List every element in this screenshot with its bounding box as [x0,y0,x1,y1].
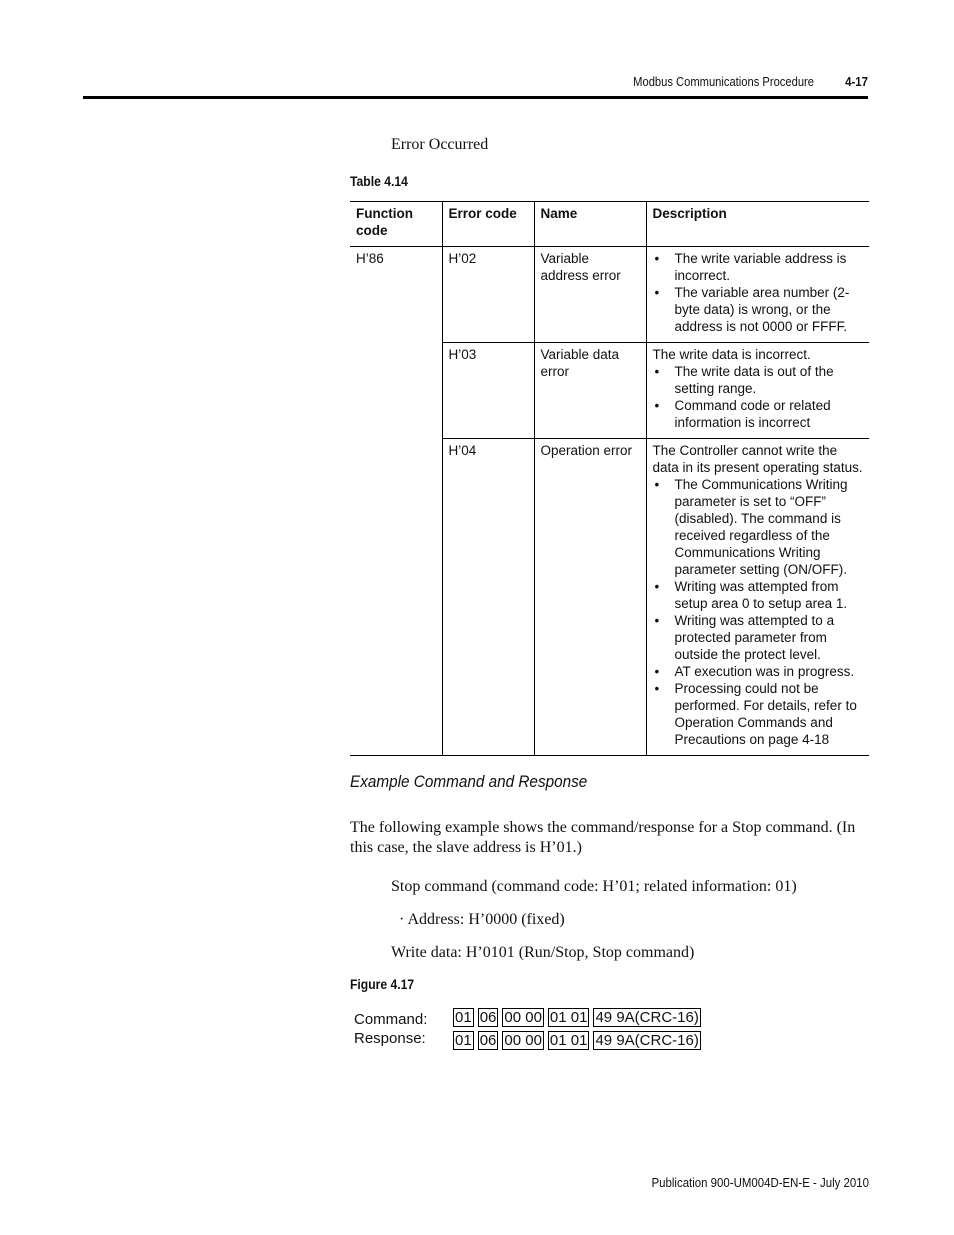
name-cell: Variable data error [534,343,646,439]
command-byte-address: 00 00 [504,1009,542,1026]
response-byte-function-code: 06 [479,1032,497,1049]
function-code-cell [350,247,442,756]
footer-publication: Publication 900-UM004D-EN-E - July 2010 [651,1175,869,1190]
header-rule [83,96,868,99]
error-code-cell: H’02 [442,247,534,343]
name-cell: Operation error [534,439,646,756]
header-section-title: Modbus Communications Procedure [633,74,814,89]
command-byte-slave-address: 01 [455,1009,472,1026]
description-bullet: • The Communications Writing parameter is set to “OFF” (disabled). The command is received regardless of the Communications Writing parameter setting (ON/OFF). [653,476,864,578]
header-description: Description [646,202,869,247]
example-paragraph: The following example shows the command/response for a Stop command. (In this case, the slave address is H’01.) [350,819,856,856]
description-bullet: • Writing was attempted from setup area 0 to setup area 1. [653,578,864,612]
description-cell [646,247,869,343]
description-cell [646,439,869,756]
description-bullet: • The write variable address is incorrect. [653,250,864,284]
name-cell: Variable address error [534,247,646,343]
description-lead: The write data is incorrect. [652,347,811,362]
description-bullet: • Command code or related information is incorrect [653,397,864,431]
command-byte-crc: 49 9A(CRC-16) [595,1009,699,1026]
description-cell [646,343,869,439]
response-byte-slave-address: 01 [455,1032,472,1049]
header-error-code: Error code [442,202,534,247]
response-byte-crc: 49 9A(CRC-16) [595,1032,699,1049]
command-byte-function-code: 06 [479,1009,497,1026]
header-name: Name [534,202,646,247]
response-byte-address: 00 00 [504,1032,542,1049]
command-byte-write-data: 01 01 [549,1009,588,1026]
description-bullets [653,250,864,335]
stop-command-line: Stop command (command code: H’01; related information: 01) [391,878,797,895]
error-code-cell: H’03 [442,343,534,439]
error-code-table [350,201,869,756]
header-function-code: Function code [350,202,442,247]
description-bullet: • Writing was attempted to a protected parameter from outside the protect level. [653,612,864,663]
write-data-line: Write data: H’0101 (Run/Stop, Stop command) [391,944,695,961]
description-bullet: • Processing could not be performed. For details, refer to Operation Commands and Precautions on page 4-18 [653,680,864,748]
figure-caption: Figure 4.17 [350,977,415,992]
response-label: Response: [354,1030,426,1047]
address-line: · Address: H’0000 (fixed) [399,911,565,928]
description-bullets [653,476,864,748]
header-page-number: 4-17 [845,74,868,89]
table-row [350,247,869,343]
intro-label: Error Occurred [391,136,489,153]
table-header-row [350,202,869,247]
table-caption: Table 4.14 [350,174,408,189]
response-byte-write-data: 01 01 [549,1032,588,1049]
description-lead: The Controller cannot write the data in its present operating status. [652,443,863,475]
command-bytes [453,1008,701,1027]
description-bullet: • The write data is out of the setting range. [653,363,864,397]
description-bullet: • The variable area number (2-byte data) is wrong, or the address is not 0000 or FFFF. [653,284,864,335]
command-label: Command: [354,1011,428,1028]
function-code-value: H’86 [356,251,384,266]
error-code-cell: H’04 [442,439,534,756]
description-bullet: • AT execution was in progress. [653,663,864,680]
example-heading: Example Command and Response [350,772,588,791]
response-bytes [453,1031,701,1050]
description-bullets [653,363,864,431]
